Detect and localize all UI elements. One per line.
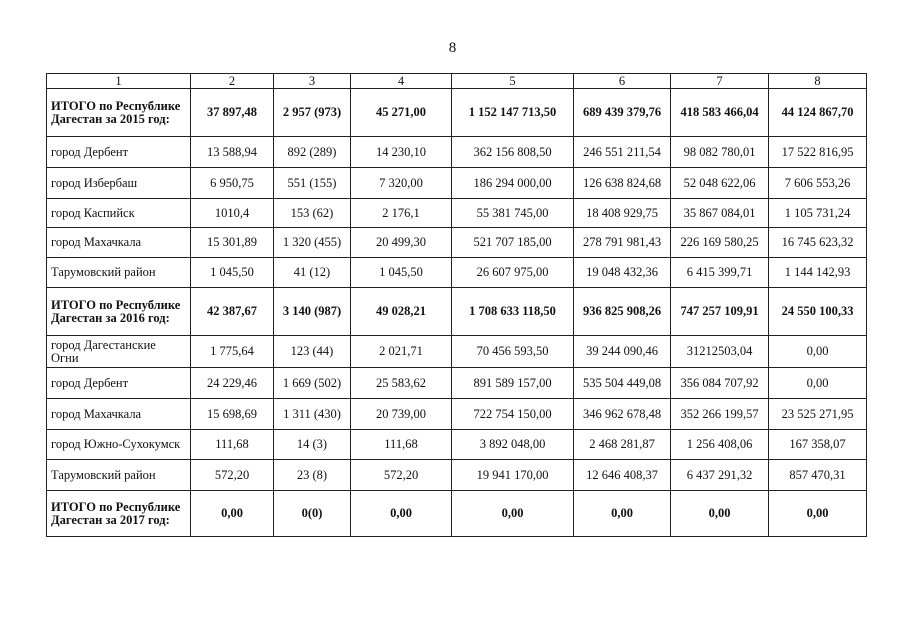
table-cell: 6 950,75: [191, 168, 274, 199]
row-label: город Каспийск: [47, 199, 191, 228]
row-label: Тарумовский район: [47, 460, 191, 491]
total-row-2017: [47, 491, 867, 537]
column-header: 2: [191, 74, 274, 89]
total-row-2015: [47, 89, 867, 137]
table-cell: 111,68: [351, 430, 452, 460]
column-header: 1: [47, 74, 191, 89]
table-cell: 55 381 745,00: [452, 199, 574, 228]
table-cell: 45 271,00: [351, 89, 452, 137]
row-label: город Избербаш: [47, 168, 191, 199]
table-cell: 111,68: [191, 430, 274, 460]
table-cell: 689 439 379,76: [574, 89, 671, 137]
table-cell: 12 646 408,37: [574, 460, 671, 491]
table-cell: 15 301,89: [191, 228, 274, 258]
table-cell: 2 176,1: [351, 199, 452, 228]
table-cell: 857 470,31: [769, 460, 867, 491]
table-cell: 3 140 (987): [274, 288, 351, 336]
table-cell: 6 415 399,71: [671, 258, 769, 288]
table-cell: 31212503,04: [671, 336, 769, 368]
table-cell: 20 739,00: [351, 399, 452, 430]
table-cell: 3 892 048,00: [452, 430, 574, 460]
column-header: 6: [574, 74, 671, 89]
table-cell: 20 499,30: [351, 228, 452, 258]
row-label: город Дербент: [47, 137, 191, 168]
table-cell: 747 257 109,91: [671, 288, 769, 336]
table-cell: 49 028,21: [351, 288, 452, 336]
table-cell: 19 048 432,36: [574, 258, 671, 288]
table-cell: 6 437 291,32: [671, 460, 769, 491]
table-cell: 936 825 908,26: [574, 288, 671, 336]
table-cell: 44 124 867,70: [769, 89, 867, 137]
data-table: [46, 73, 867, 537]
table-cell: 39 244 090,46: [574, 336, 671, 368]
table-cell: 16 745 623,32: [769, 228, 867, 258]
table-cell: 722 754 150,00: [452, 399, 574, 430]
table-row: [47, 430, 867, 460]
table-cell: 18 408 929,75: [574, 199, 671, 228]
row-label: Тарумовский район: [47, 258, 191, 288]
table-cell: 23 (8): [274, 460, 351, 491]
table-cell: 2 021,71: [351, 336, 452, 368]
table-cell: 1010,4: [191, 199, 274, 228]
table-cell: 418 583 466,04: [671, 89, 769, 137]
table-cell: 1 152 147 713,50: [452, 89, 574, 137]
table-cell: 352 266 199,57: [671, 399, 769, 430]
table-row: [47, 460, 867, 491]
table-cell: 572,20: [191, 460, 274, 491]
column-number-row: [47, 74, 867, 89]
table-cell: 126 638 824,68: [574, 168, 671, 199]
table-row: [47, 228, 867, 258]
table-cell: 535 504 449,08: [574, 368, 671, 399]
table-cell: 1 045,50: [191, 258, 274, 288]
row-label: ИТОГО по Республике Дагестан за 2016 год:: [47, 288, 191, 336]
table-cell: 572,20: [351, 460, 452, 491]
table-row: [47, 368, 867, 399]
table-cell: 23 525 271,95: [769, 399, 867, 430]
table-cell: 1 775,64: [191, 336, 274, 368]
table-cell: 1 105 731,24: [769, 199, 867, 228]
table-cell: 1 311 (430): [274, 399, 351, 430]
row-label: город Дербент: [47, 368, 191, 399]
table-cell: 7 606 553,26: [769, 168, 867, 199]
table-cell: 1 669 (502): [274, 368, 351, 399]
table-cell: 1 708 633 118,50: [452, 288, 574, 336]
table-cell: 1 320 (455): [274, 228, 351, 258]
table-cell: 41 (12): [274, 258, 351, 288]
table-cell: 13 588,94: [191, 137, 274, 168]
column-header: 7: [671, 74, 769, 89]
table-cell: 123 (44): [274, 336, 351, 368]
table-row: [47, 137, 867, 168]
table-cell: 19 941 170,00: [452, 460, 574, 491]
table-cell: 17 522 816,95: [769, 137, 867, 168]
table-cell: 52 048 622,06: [671, 168, 769, 199]
table-cell: 0,00: [191, 491, 274, 537]
column-header: 4: [351, 74, 452, 89]
table-cell: 24 229,46: [191, 368, 274, 399]
table-row: [47, 399, 867, 430]
page-number: 8: [448, 40, 457, 56]
table-cell: 2 468 281,87: [574, 430, 671, 460]
table-cell: 14 (3): [274, 430, 351, 460]
table-cell: 246 551 211,54: [574, 137, 671, 168]
table-cell: 0,00: [671, 491, 769, 537]
row-label: город Махачкала: [47, 399, 191, 430]
row-label: ИТОГО по Республике Дагестан за 2015 год:: [47, 89, 191, 137]
table-cell: 167 358,07: [769, 430, 867, 460]
table-cell: 0(0): [274, 491, 351, 537]
table-row: [47, 199, 867, 228]
table-cell: 70 456 593,50: [452, 336, 574, 368]
table-cell: 278 791 981,43: [574, 228, 671, 258]
table-cell: 35 867 084,01: [671, 199, 769, 228]
row-label: город Махачкала: [47, 228, 191, 258]
table-cell: 0,00: [351, 491, 452, 537]
column-header: 8: [769, 74, 867, 89]
table-cell: 7 320,00: [351, 168, 452, 199]
row-label: ИТОГО по Республике Дагестан за 2017 год:: [47, 491, 191, 537]
table-cell: 153 (62): [274, 199, 351, 228]
table-cell: 0,00: [574, 491, 671, 537]
table-cell: 15 698,69: [191, 399, 274, 430]
table-cell: 521 707 185,00: [452, 228, 574, 258]
table-cell: 25 583,62: [351, 368, 452, 399]
row-label: город Дагестанские Огни: [47, 336, 191, 368]
table-cell: 0,00: [769, 336, 867, 368]
row-label: город Южно-Сухокумск: [47, 430, 191, 460]
table-cell: 1 144 142,93: [769, 258, 867, 288]
table-row: [47, 258, 867, 288]
total-row-2016: [47, 288, 867, 336]
table-cell: 892 (289): [274, 137, 351, 168]
column-header: 5: [452, 74, 574, 89]
table-cell: 2 957 (973): [274, 89, 351, 137]
table-cell: 186 294 000,00: [452, 168, 574, 199]
table-cell: 0,00: [769, 368, 867, 399]
column-header: 3: [274, 74, 351, 89]
table-cell: 226 169 580,25: [671, 228, 769, 258]
table-cell: 1 256 408,06: [671, 430, 769, 460]
table-cell: 362 156 808,50: [452, 137, 574, 168]
table-cell: 891 589 157,00: [452, 368, 574, 399]
table-cell: 356 084 707,92: [671, 368, 769, 399]
table-cell: 24 550 100,33: [769, 288, 867, 336]
table-cell: 98 082 780,01: [671, 137, 769, 168]
table-cell: 42 387,67: [191, 288, 274, 336]
table-cell: 551 (155): [274, 168, 351, 199]
table-cell: 37 897,48: [191, 89, 274, 137]
table-cell: 0,00: [452, 491, 574, 537]
table-row: [47, 336, 867, 368]
table-cell: 14 230,10: [351, 137, 452, 168]
table-cell: 26 607 975,00: [452, 258, 574, 288]
table-cell: 0,00: [769, 491, 867, 537]
table-cell: 1 045,50: [351, 258, 452, 288]
table-cell: 346 962 678,48: [574, 399, 671, 430]
table-row: [47, 168, 867, 199]
